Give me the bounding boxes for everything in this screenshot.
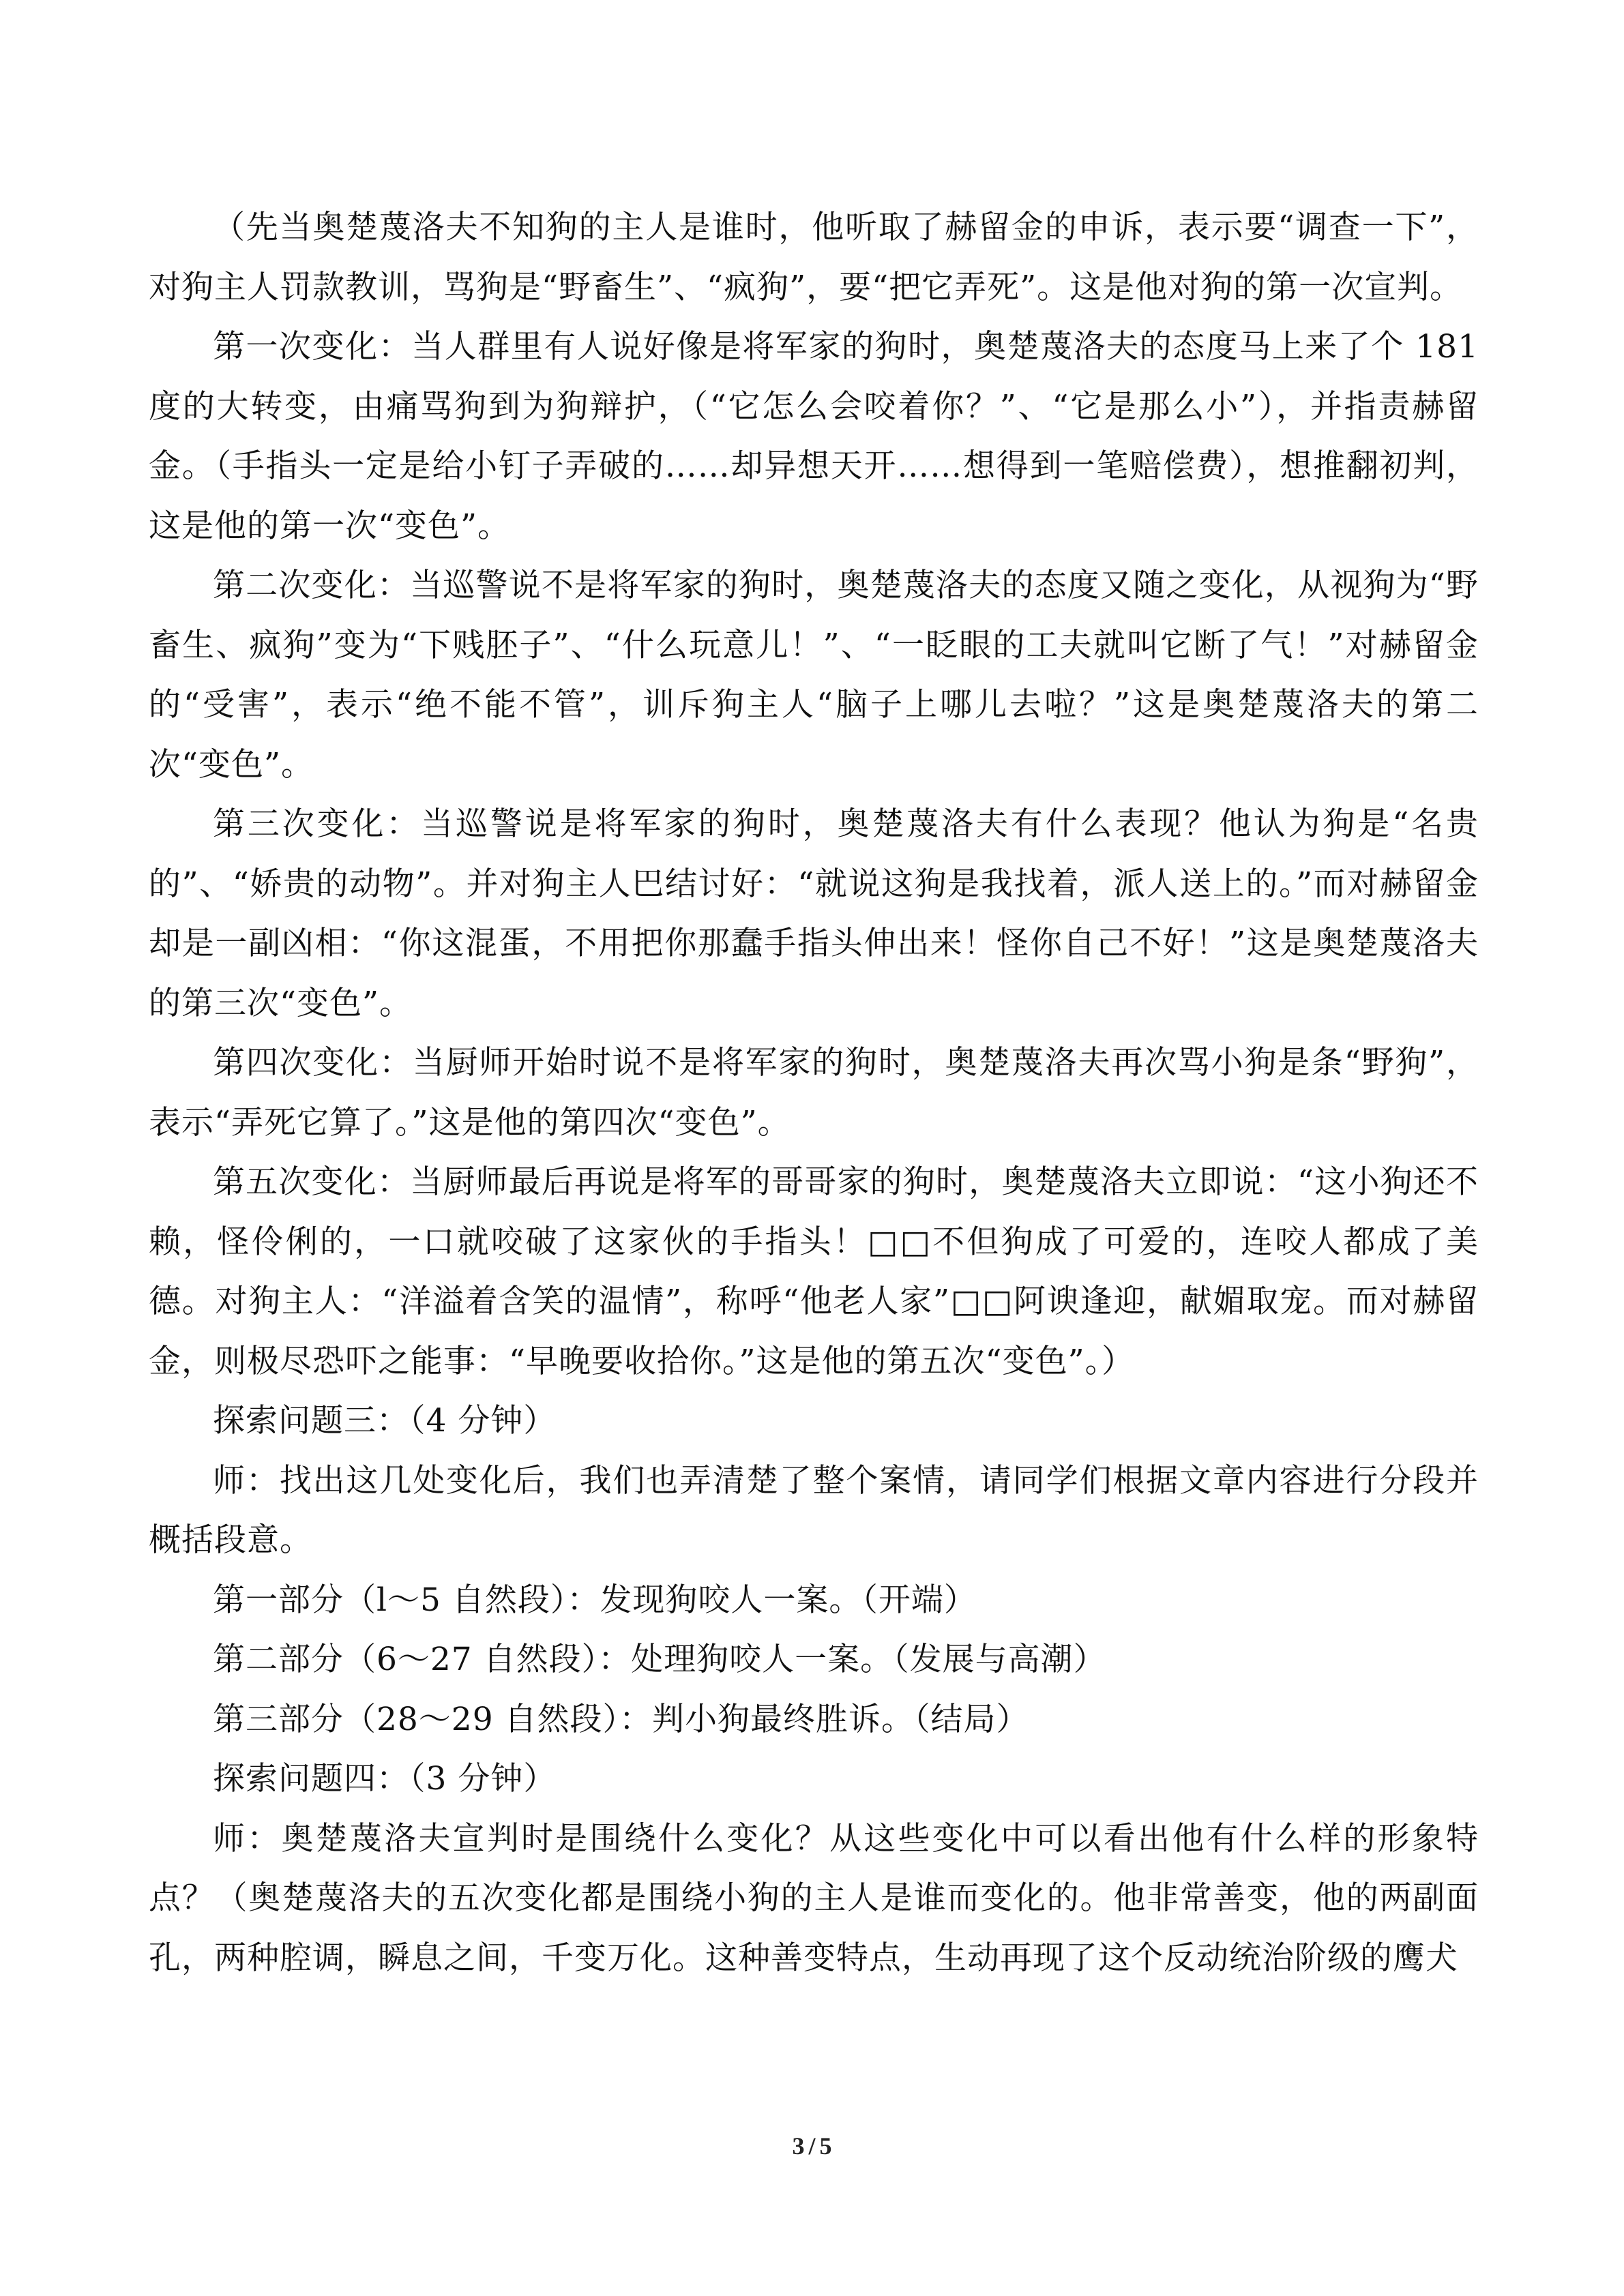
page-current: 3 [792,2132,805,2160]
paragraph-question-3-heading: 探索问题三：（4 分钟） [213,1402,557,1440]
page-total: 5 [819,2132,832,2160]
paragraph-part-2: 第二部分（6～27 自然段）：处理狗咬人一案。（发展与高潮） [213,1641,1106,1678]
paragraph-change-5: 第五次变化：当厨师最后再说是将军的哥哥家的狗时，奥楚蔑洛夫立即说：“这小狗还不赖，怪伶俐的，一口就咬破了这家伙的手指头！□□不但狗成了可爱的，连咬人都成了美德。对狗主人：“洋溢着含笑的温情”，称呼“他老人家”□□阿谀逢迎，献媚取宠。而对赫留金，则极尽恐吓之能事：“早晚要收拾你。”这是他的第五次“变色”。） [149,1163,1479,1380]
paragraph-teacher-prompt-3: 师：找出这几处变化后，我们也弄清楚了整个案情，请同学们根据文章内容进行分段并概括段意。 [149,1461,1479,1559]
paragraph-change-4: 第四次变化：当厨师开始时说不是将军家的狗时，奥楚蔑洛夫再次骂小狗是条“野狗”，表示“弄死它算了。”这是他的第四次“变色”。 [149,1044,1479,1142]
paragraph-part-3: 第三部分（28～29 自然段）：判小狗最终胜诉。（结局） [213,1700,1029,1738]
paragraph-teacher-prompt-4: 师：奥楚蔑洛夫宣判时是围绕什么变化？从这些变化中可以看出他有什么样的形象特点？（奥楚蔑洛夫的五次变化都是围绕小狗的主人是谁而变化的。他非常善变，他的两副面孔，两种腔调，瞬息之间，千变万化。这种善变特点，生动再现了这个反动统治阶级的鹰犬 [149,1819,1479,1977]
paragraph-question-4-heading: 探索问题四：（3 分钟） [213,1760,557,1798]
paragraph-first-verdict: （先当奥楚蔑洛夫不知狗的主人是谁时，他听取了赫留金的申诉，表示要“调查一下”，对狗主人罚款教训，骂狗是“野畜生”、“疯狗”，要“把它弄死”。这是他对狗的第一次宣判。 [149,209,1479,306]
page-number [0,2132,1624,2160]
paragraph-part-1: 第一部分（l～5 自然段）：发现狗咬人一案。（开端） [213,1581,977,1619]
page-separator: / [808,2132,816,2160]
paragraph-change-2: 第二次变化：当巡警说不是将军家的狗时，奥楚蔑洛夫的态度又随之变化，从视狗为“野畜生、疯狗”变为“下贱胚子”、“什么玩意儿！”、“一眨眼的工夫就叫它断了气！”对赫留金的“受害”，表示“绝不能不管”，训斥狗主人“脑子上哪儿去啦？”这是奥楚蔑洛夫的第二次“变色”。 [149,567,1479,784]
document-body [149,198,1479,1988]
paragraph-change-3: 第三次变化：当巡警说是将军家的狗时，奥楚蔑洛夫有什么表现？他认为狗是“名贵的”、“娇贵的动物”。并对狗主人巴结讨好：“就说这狗是我找着，派人送上的。”而对赫留金却是一副凶相：“你这混蛋，不用把你那蠢手指头伸出来！怪你自己不好！”这是奥楚蔑洛夫的第三次“变色”。 [149,805,1479,1022]
paragraph-change-1: 第一次变化：当人群里有人说好像是将军家的狗时，奥楚蔑洛夫的态度马上来了个 181 度的大转变，由痛骂狗到为狗辩护，（“它怎么会咬着你？”、“它是那么小”），并指责赫留金。（手指头一定是给小钉子弄破的……却异想天开……想得到一笔赔偿费），想推翻初判，这是他的第一次“变色”。 [149,328,1479,545]
